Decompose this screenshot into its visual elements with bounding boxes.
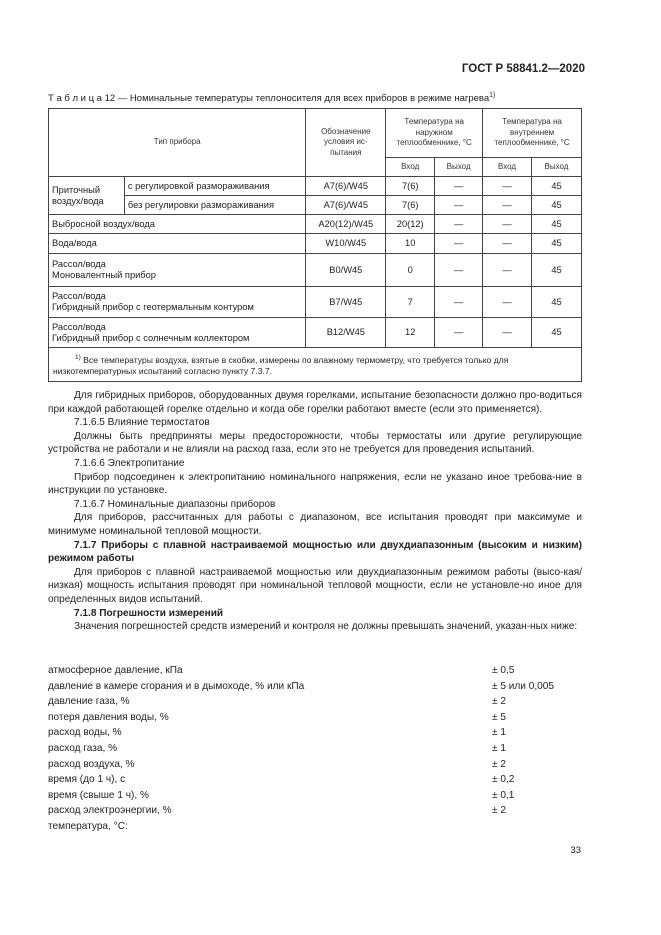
list-item: время (свыше 1 ч), % ± 0,1 [48, 789, 515, 801]
col-indoor-out: Выход [532, 158, 582, 177]
paragraph: Значения погрешностей средств измерений и контроля не должны превышать значений, указан-ных ниже: [74, 621, 578, 633]
list-item: время (до 1 ч), с ± 0,2 [48, 774, 515, 786]
col-type-header: Тип прибора [49, 109, 306, 177]
standard-header: ГОСТ Р 58841.2—2020 [461, 63, 585, 75]
page-number: 33 [570, 845, 581, 856]
table-row: Вода/вода W10/W45 10 — — 45 [49, 234, 582, 254]
list-item: расход воздуха, % ± 2 [48, 758, 506, 770]
list-item: температура, °С: [48, 820, 128, 832]
list-item: давление в камере сгорания и в дымоходе, % или кПа ± 5 или 0,005 [48, 680, 554, 692]
paragraph: Прибор подсоединен к электропитанию номинального напряжения, если не указано иное требова-ние в инструкции по установке. [48, 471, 582, 497]
paragraph: Для приборов с плавной настраиваемой мощностью или двухдиапазонным режимом работы (высо-кая/низкая) мощность испытания проводят при номинальной тепловой мощности, если не установле-но иное для определенных видов испытаний. [48, 566, 582, 605]
list-item: расход воды, % ± 1 [48, 727, 506, 739]
table-row: Рассол/вода Гибридный прибор с солнечным коллектором B12/W45 12 — — 45 [49, 318, 582, 348]
table-row: без регулировки размораживания A7(6)/W45 7(6) — — 45 [49, 196, 582, 215]
section-heading: 7.1.8 Погрешности измерений [74, 607, 224, 619]
body-text [48, 389, 582, 634]
row-group-label: Приточный воздух/вода [49, 177, 125, 215]
table-row: Выбросной воздух/вода A20(12)/W45 20(12) — — 45 [49, 215, 582, 234]
paragraph: Должны быть предприняты меры предосторожности, чтобы термостаты или другие регулирующие устройства не работали и не влияли на расход газа, если это не требуется для проведения испытаний. [48, 430, 582, 456]
col-outdoor-in: Вход [386, 158, 435, 177]
tolerance-list [48, 665, 582, 837]
table-footnote-row [49, 348, 582, 382]
col-designation-header: Обозначение условия ис-пытания [306, 109, 386, 177]
list-item: расход электроэнергии, % ± 2 [48, 805, 506, 817]
section-heading: 7.1.7 Приборы с плавной настраиваемой мощностью или двухдиапазонным (высоким и низким) режимом работы [48, 539, 582, 565]
list-item: потеря давления воды, % ± 5 [48, 711, 506, 723]
table-footnote: $^{1)}$ Все температуры воздуха, взятые в скобки, измерены по влажному термометру, что требуется только для низкотемпературных испытаний согласно пункту 7.3.7. [49, 348, 582, 382]
col-outdoor-out: Выход [435, 158, 483, 177]
col-indoor-header: Температура на внутреннем теплообменнике, °С [483, 109, 582, 158]
paragraph: Для приборов, рассчитанных для работы с диапазоном, все испытания проводят при максимуме и минимуме номинальной тепловой мощности. [48, 512, 582, 537]
col-indoor-in: Вход [483, 158, 532, 177]
paragraph: Для гибридных приборов, оборудованных двумя горелками, испытание безопасности должно про-водиться при каждой работающей горелке отдельно и когда обе горелки работают вместе (если это применяется). [48, 390, 582, 415]
list-item: давление газа, % ± 2 [48, 696, 506, 708]
table-header-row [49, 109, 582, 158]
table-caption: Т а б л и ц а 12 — Номинальные температуры теплоносителя для всех приборов в режиме нагрева$^{1)}$ [48, 92, 496, 105]
table-row: Рассол/вода Гибридный прибор с геотермальным контуром B7/W45 7 — — 45 [49, 287, 582, 318]
col-outdoor-header: Температура на наружном теплообменнике, °С [386, 109, 483, 158]
list-item: атмосферное давление, кПа ± 0,5 [48, 665, 515, 676]
section-heading: 7.1.6.6 Электропитание [74, 457, 185, 469]
table-row: Рассол/вода Моновалентный прибор B0/W45 0 — — 45 [49, 254, 582, 287]
temperature-table [48, 108, 582, 382]
list-item: расход газа, % ± 1 [48, 742, 506, 754]
table-row: Приточный воздух/вода с регулировкой размораживания A7(6)/W45 7(6) — — 45 [49, 177, 582, 196]
section-heading: 7.1.6.5 Влияние термостатов [74, 417, 210, 429]
section-heading: 7.1.6.7 Номинальные диапазоны приборов [74, 498, 276, 510]
